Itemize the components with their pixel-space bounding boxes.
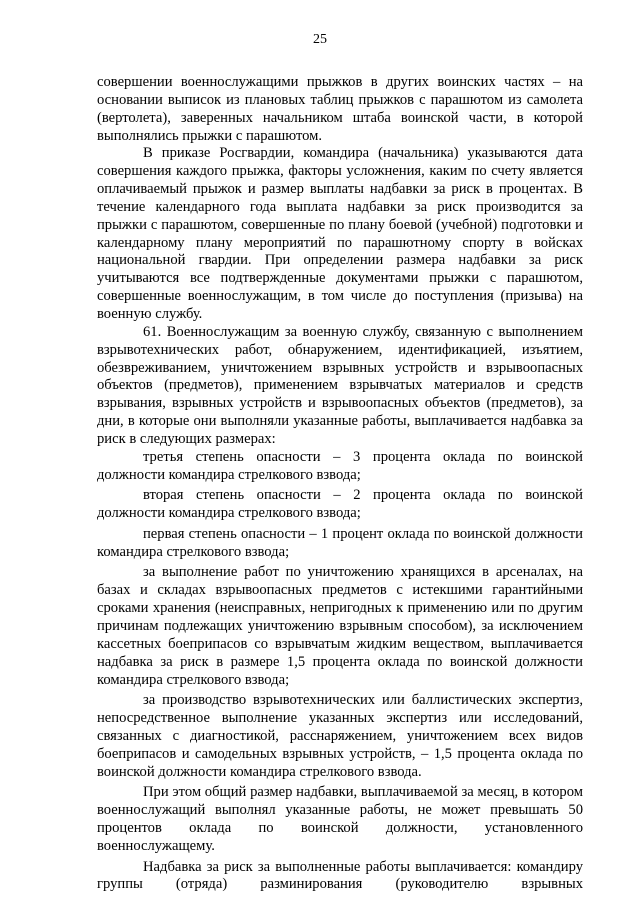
document-body bbox=[97, 74, 583, 894]
paragraph-order-details: В приказе Росгвардии, командира (начальника) указываются дата совершения каждого прыжка, факторы усложнения, каким по счету является оплачиваемый прыжок и размер выплаты надбавки за риск в процентах. В течение календарного года выплата надбавки за риск производится за прыжки с парашютом, совершенные по плану боевой (учебной) подготовки и календарному плану мероприятий по парашютному спорту в войсках национальной гвардии. При определении размера надбавки за риск учитываются все подтвержденные документами прыжки с парашютом, совершенные военнослужащим, в том числе до поступления (призыва) на военную службу. bbox=[97, 145, 583, 322]
paragraph-payment-recipients: Надбавка за риск за выполненные работы выплачивается: командиру группы (отряда) разминирования (руководителю взрывных bbox=[97, 858, 583, 893]
list-item-expertise: за производство взрывотехнических или баллистических экспертиз, непосредственное выполнение указанных экспертиз или исследований, связанных с диагностикой, расснаряжением, уничтожением всех видов боеприпасов и самодельных взрывных устройств, – 1,5 процента оклада по воинской должности командира стрелкового взвода. bbox=[97, 692, 583, 780]
paragraph-continuation: совершении военнослужащими прыжков в других воинских частях – на основании выписок из плановых таблиц прыжков с парашютом из самолета (вертолета), заверенных начальником штаба воинской части, в которой выполнялись прыжки с парашютом. bbox=[97, 74, 583, 144]
list-item-second-degree: вторая степень опасности – 2 процента оклада по воинской должности командира стрелкового взвода; bbox=[97, 487, 583, 522]
list-item-destruction-works: за выполнение работ по уничтожению хранящихся в арсеналах, на базах и складах взрывоопасных предметов с истекшими гарантийными сроками хранения (неисправных, непригодных к применению или по другим причинам подлежащих уничтожению взрывным способом), за исключением кассетных боеприпасов со взрывчатым жидким веществом, выплачивается надбавка за риск в размере 1,5 процента оклада по воинской должности командира стрелкового взвода; bbox=[97, 564, 583, 688]
list-item-third-degree: третья степень опасности – 3 процента оклада по воинской должности командира стрелкового взвода; bbox=[97, 448, 583, 483]
page-number: 25 bbox=[313, 32, 327, 47]
paragraph-monthly-limit: При этом общий размер надбавки, выплачиваемой за месяц, в котором военнослужащий выполнял указанные работы, не может превышать 50 процентов оклада по воинской должности, установленного военнослужащему. bbox=[97, 784, 583, 854]
list-item-first-degree: первая степень опасности – 1 процент оклада по воинской должности командира стрелкового взвода; bbox=[97, 525, 583, 560]
paragraph-clause-61: 61. Военнослужащим за военную службу, связанную с выполнением взрывотехнических работ, обнаружением, идентификацией, изъятием, обезвреживанием, уничтожением взрывных устройств и взрывоопасных объектов (предметов), применением взрывчатых материалов и средств взрывания, взрывных устройств и взрывоопасных объектов (предметов), за дни, в которые они выполняли указанные работы, выплачивается надбавка за риск в следующих размерах: bbox=[97, 323, 583, 447]
